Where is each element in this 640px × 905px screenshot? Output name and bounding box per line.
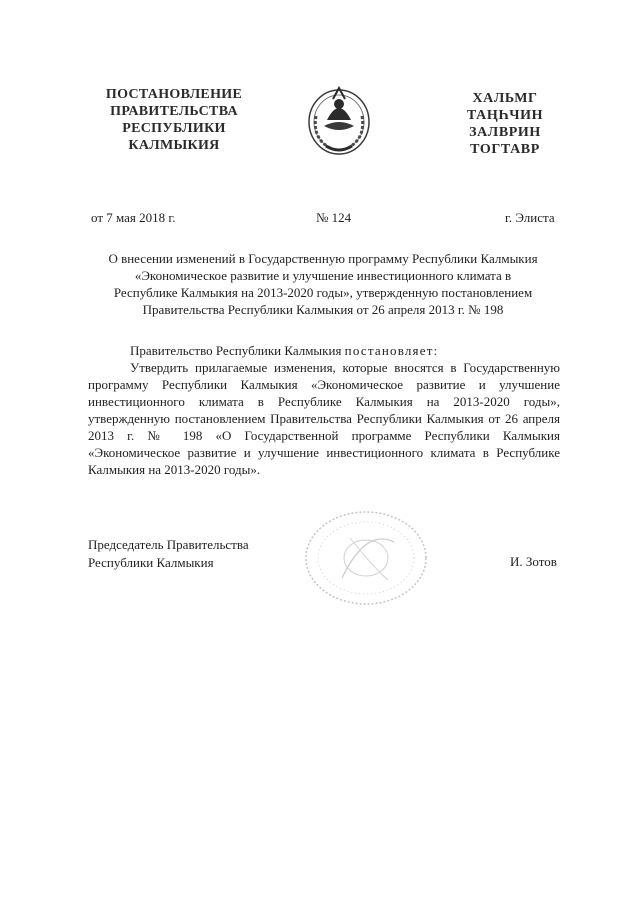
signatory-name: И. Зотов [510, 554, 557, 569]
header-title-russian [88, 86, 260, 154]
decree-city: г. Элиста [505, 210, 555, 225]
header-title-line: ПРАВИТЕЛЬСТВА [110, 104, 238, 119]
decree-number: № 124 [316, 210, 352, 225]
decree-title-line: О внесении изменений в Государственную программу Республики Калмыкия [108, 251, 538, 266]
decree-title-line: Республике Калмыкия на 2013-2020 годы», утвержденную постановлением [113, 285, 533, 300]
header-title-line: ЗАЛВРИН [469, 125, 541, 140]
header-title-line: ПОСТАНОВЛЕНИЕ [105, 87, 243, 102]
decree-statement [88, 342, 560, 359]
header-title-line: РЕСПУБЛИКИ [122, 121, 226, 136]
decree-date: от 7 мая 2018 г. [91, 210, 176, 225]
decree-title-line: Правительства Республики Калмыкия от 26 апреля 2013 г. № 198 [142, 302, 504, 317]
signatory-position-line: Председатель Правительства [88, 537, 249, 552]
header-title-line: ТОГТАВР [470, 142, 540, 157]
header-title-line: КАЛМЫКИЯ [128, 138, 220, 153]
decree-title-line: «Экономическое развитие и улучшение инвестиционного климата в [134, 268, 512, 283]
official-seal-icon [302, 508, 430, 608]
header-title-kalmyk [450, 90, 560, 158]
header-title-line: ХАЛЬМГ [472, 91, 538, 106]
decree-statement-word: постановляет: [344, 343, 439, 358]
decree-statement-lead: Правительство Республики Калмыкия [130, 343, 345, 358]
header-title-line: ТАҢҺЧИН [466, 108, 544, 123]
resolution-paragraph: Утвердить прилагаемые изменения, которые вносятся в Государственную программу Республики Калмыкия «Экономическое развитие и улучшение инвестиционного климата в Республике Калмыкия на 2013-2020 годы», утвержденную постановлением Правительства Республики Калмыкия от 26 апреля 2013 г. № 198 «О Государственной программе Республики Калмыкия «Экономическое развитие и улучшение инвестиционного климата в Республике Калмыкия на 2013-2020 годы». [88, 360, 560, 477]
signatory-position [88, 536, 249, 572]
decree-body [88, 342, 560, 478]
decree-title [86, 250, 560, 318]
signatory-position-line: Республики Калмыкия [88, 555, 214, 570]
republic-of-kalmykia-emblem-icon [300, 80, 378, 162]
